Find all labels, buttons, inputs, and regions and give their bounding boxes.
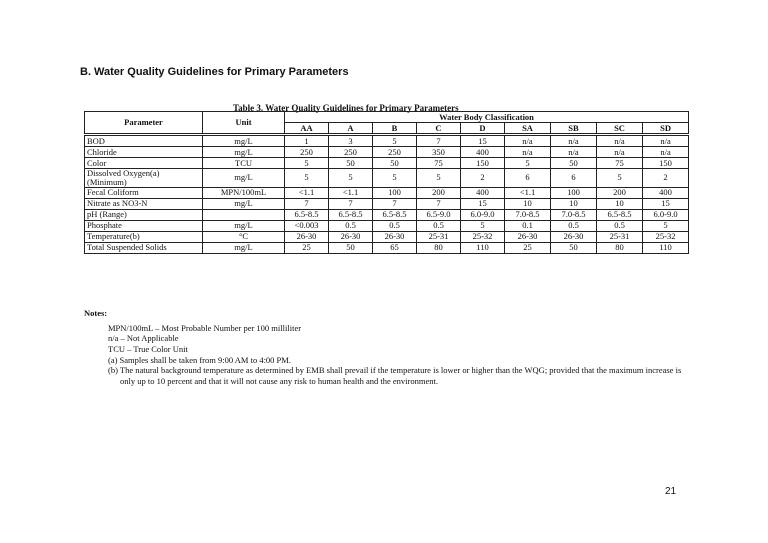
- class-header: D: [461, 123, 505, 135]
- value-cell: n/a: [597, 135, 643, 147]
- class-header: SC: [597, 123, 643, 135]
- footnote-a: (a) Samples shall be taken from 9:00 AM to 4:00 PM.: [108, 354, 291, 365]
- value-cell: 5: [285, 169, 329, 188]
- class-header: C: [417, 123, 461, 135]
- parameter-cell: Fecal Coliform: [85, 187, 203, 198]
- value-cell: 350: [417, 147, 461, 158]
- value-cell: 15: [461, 198, 505, 209]
- notes-title: Notes:: [84, 308, 108, 318]
- unit-cell: mg/L: [203, 198, 285, 209]
- value-cell: 0.5: [329, 220, 373, 231]
- table-row: [85, 147, 689, 158]
- value-cell: <1.1: [329, 187, 373, 198]
- value-cell: 110: [461, 242, 505, 253]
- value-cell: 50: [551, 242, 597, 253]
- class-header: SD: [643, 123, 689, 135]
- parameter-cell: Phosphate: [85, 220, 203, 231]
- class-header: AA: [285, 123, 329, 135]
- value-cell: 5: [373, 135, 417, 147]
- class-header: A: [329, 123, 373, 135]
- value-cell: 6.5-8.5: [597, 209, 643, 220]
- value-cell: 100: [551, 187, 597, 198]
- value-cell: n/a: [505, 135, 551, 147]
- value-cell: 6.0-9.0: [643, 209, 689, 220]
- value-cell: 150: [643, 158, 689, 169]
- value-cell: 110: [643, 242, 689, 253]
- value-cell: 7.0-8.5: [551, 209, 597, 220]
- value-cell: 7: [329, 198, 373, 209]
- unit-cell: °C: [203, 231, 285, 242]
- table-row: [85, 209, 689, 220]
- value-cell: 6: [551, 169, 597, 188]
- value-cell: 2: [461, 169, 505, 188]
- value-cell: 25-31: [597, 231, 643, 242]
- parameter-cell: Total Suspended Solids: [85, 242, 203, 253]
- value-cell: 6.0-9.0: [461, 209, 505, 220]
- value-cell: 7: [285, 198, 329, 209]
- value-cell: 50: [329, 158, 373, 169]
- value-cell: 80: [597, 242, 643, 253]
- header-unit: Unit: [203, 112, 285, 135]
- value-cell: <0.003: [285, 220, 329, 231]
- table-header-row: [85, 112, 689, 123]
- value-cell: 7: [417, 135, 461, 147]
- notes: [84, 308, 684, 386]
- note-item: MPN/100mL – Most Probable Number per 100 milliliter: [108, 322, 302, 333]
- value-cell: 6.5-8.5: [373, 209, 417, 220]
- parameter-cell: pH (Range): [85, 209, 203, 220]
- value-cell: 80: [417, 242, 461, 253]
- unit-cell: [203, 209, 285, 220]
- value-cell: 6: [505, 169, 551, 188]
- header-classification: Water Body Classification: [285, 112, 689, 123]
- value-cell: 5: [329, 169, 373, 188]
- value-cell: 25-32: [643, 231, 689, 242]
- value-cell: 6.5-8.5: [285, 209, 329, 220]
- table-row: [85, 135, 689, 147]
- table-row: [85, 231, 689, 242]
- unit-cell: mg/L: [203, 220, 285, 231]
- unit-cell: mg/L: [203, 242, 285, 253]
- value-cell: 150: [461, 158, 505, 169]
- table-row: [85, 220, 689, 231]
- value-cell: 5: [461, 220, 505, 231]
- unit-cell: TCU: [203, 158, 285, 169]
- table-row: [85, 242, 689, 253]
- unit-cell: mg/L: [203, 135, 285, 147]
- value-cell: n/a: [505, 147, 551, 158]
- value-cell: 5: [373, 169, 417, 188]
- note-item: n/a – Not Applicable: [108, 333, 179, 344]
- footnote-b: (b) The natural background temperature as determined by EMB shall prevail if the temperature is lower or higher than the WQG; provided that the maximum increase is only up to 10 percent and that it will not cause any risk to human health and the environment.: [108, 365, 682, 386]
- value-cell: 26-30: [505, 231, 551, 242]
- water-quality-table: [84, 111, 689, 254]
- value-cell: 75: [597, 158, 643, 169]
- value-cell: 100: [373, 187, 417, 198]
- value-cell: 26-30: [329, 231, 373, 242]
- table-body: [85, 135, 689, 254]
- value-cell: 250: [285, 147, 329, 158]
- value-cell: 0.5: [551, 220, 597, 231]
- value-cell: 7: [417, 198, 461, 209]
- value-cell: 2: [643, 169, 689, 188]
- value-cell: 10: [505, 198, 551, 209]
- value-cell: 50: [373, 158, 417, 169]
- table-row: [85, 198, 689, 209]
- unit-cell: mg/L: [203, 169, 285, 188]
- value-cell: 7.0-8.5: [505, 209, 551, 220]
- table-caption: Table 3. Water Quality Guidelines for Primary Parameters: [233, 103, 459, 113]
- value-cell: 0.1: [505, 220, 551, 231]
- value-cell: 0.5: [597, 220, 643, 231]
- value-cell: 0.5: [373, 220, 417, 231]
- value-cell: 50: [551, 158, 597, 169]
- value-cell: 3: [329, 135, 373, 147]
- parameter-cell: Dissolved Oxygen(a) (Minimum): [85, 169, 203, 188]
- class-header: B: [373, 123, 417, 135]
- value-cell: 26-30: [373, 231, 417, 242]
- value-cell: 25: [285, 242, 329, 253]
- value-cell: 75: [417, 158, 461, 169]
- value-cell: 5: [285, 158, 329, 169]
- header-parameter: Parameter: [85, 112, 203, 135]
- unit-cell: mg/L: [203, 147, 285, 158]
- value-cell: <1.1: [285, 187, 329, 198]
- page-number: 21: [665, 486, 677, 497]
- value-cell: 400: [643, 187, 689, 198]
- notes-list: [84, 323, 684, 387]
- parameter-cell: BOD: [85, 135, 203, 147]
- value-cell: 5: [505, 158, 551, 169]
- value-cell: 6.5-8.5: [329, 209, 373, 220]
- value-cell: 25: [505, 242, 551, 253]
- value-cell: 5: [417, 169, 461, 188]
- value-cell: 250: [329, 147, 373, 158]
- class-header: SA: [505, 123, 551, 135]
- section-heading: B. Water Quality Guidelines for Primary Parameters: [80, 66, 349, 78]
- unit-cell: MPN/100mL: [203, 187, 285, 198]
- value-cell: 5: [597, 169, 643, 188]
- value-cell: 0.5: [417, 220, 461, 231]
- value-cell: 10: [551, 198, 597, 209]
- parameter-cell: Color: [85, 158, 203, 169]
- value-cell: 15: [643, 198, 689, 209]
- value-cell: n/a: [597, 147, 643, 158]
- value-cell: 400: [461, 147, 505, 158]
- parameter-cell: Temperature(b): [85, 231, 203, 242]
- value-cell: n/a: [643, 135, 689, 147]
- value-cell: <1.1: [505, 187, 551, 198]
- table-row: [85, 187, 689, 198]
- value-cell: 10: [597, 198, 643, 209]
- value-cell: n/a: [643, 147, 689, 158]
- value-cell: 26-30: [551, 231, 597, 242]
- value-cell: 26-30: [285, 231, 329, 242]
- value-cell: n/a: [551, 135, 597, 147]
- value-cell: n/a: [551, 147, 597, 158]
- table-row: [85, 158, 689, 169]
- value-cell: 200: [417, 187, 461, 198]
- parameter-cell: Chloride: [85, 147, 203, 158]
- value-cell: 6.5-9.0: [417, 209, 461, 220]
- value-cell: 7: [373, 198, 417, 209]
- value-cell: 15: [461, 135, 505, 147]
- table-row: [85, 169, 689, 188]
- note-item: TCU – True Color Unit: [108, 343, 188, 354]
- value-cell: 5: [643, 220, 689, 231]
- value-cell: 200: [597, 187, 643, 198]
- value-cell: 50: [329, 242, 373, 253]
- value-cell: 25-31: [417, 231, 461, 242]
- class-header: SB: [551, 123, 597, 135]
- value-cell: 250: [373, 147, 417, 158]
- value-cell: 25-32: [461, 231, 505, 242]
- value-cell: 1: [285, 135, 329, 147]
- value-cell: 65: [373, 242, 417, 253]
- parameter-cell: Nitrate as NO3-N: [85, 198, 203, 209]
- value-cell: 400: [461, 187, 505, 198]
